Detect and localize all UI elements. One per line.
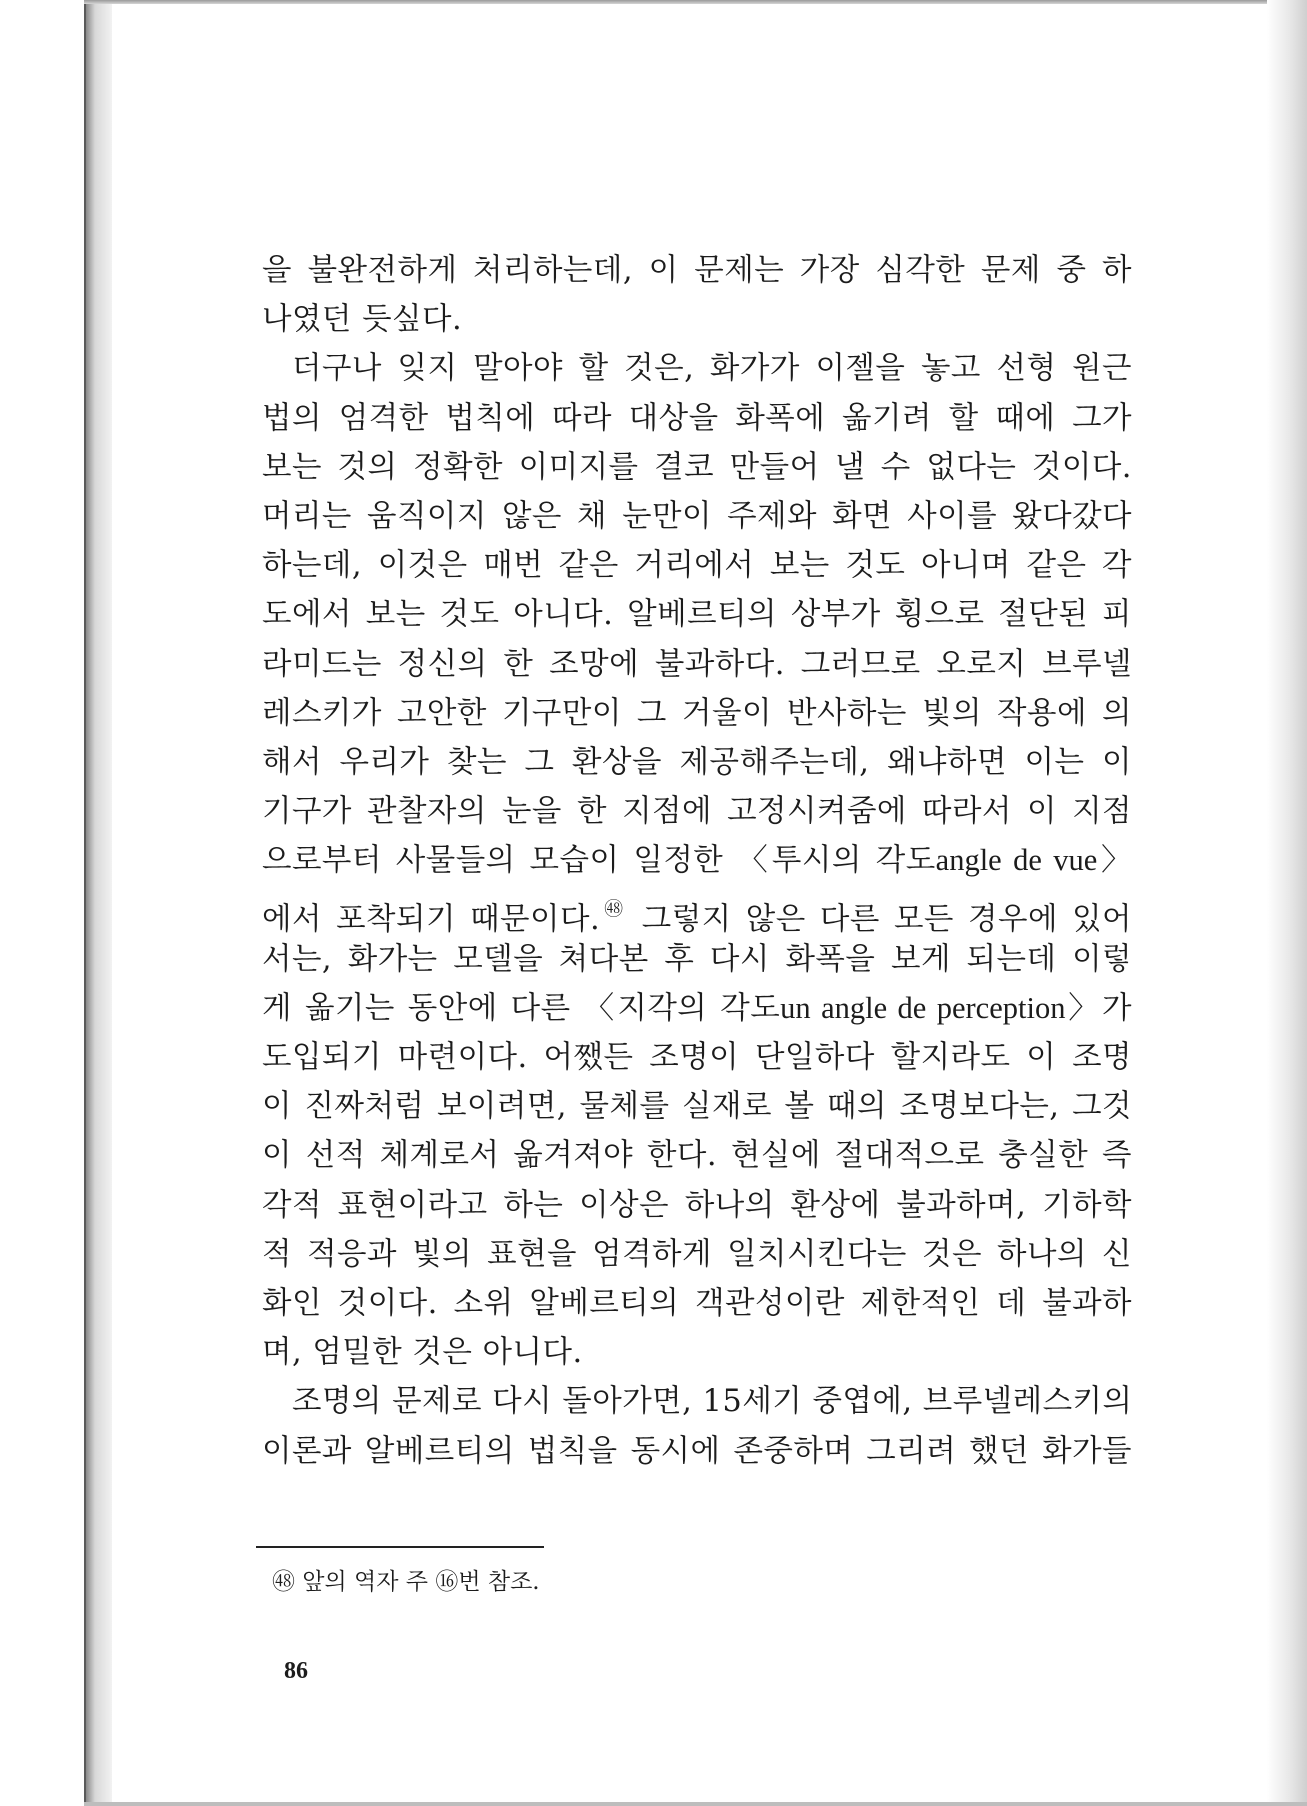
text-line: 조명의 문제로 다시 돌아가면, 15세기 중엽에, 브루넬레스키의 [292, 1384, 1133, 1420]
text-line: 나였던 듯싶다. [262, 302, 463, 338]
book-bottom-edge [84, 1802, 1307, 1806]
text-line: 머리는 움직이지 않은 채 눈만이 주제와 화면 사이를 왔다갔다 [262, 498, 1132, 534]
footnote: ㊽ 앞의 역자 주 ⑯번 참조. [272, 1569, 540, 1595]
text-segment: 그렇지 않은 다른 모든 경우에 있어 [627, 902, 1132, 938]
text-line: 더구나 잊지 말아야 할 것은, 화가가 이젤을 놓고 선형 원근 [292, 351, 1132, 387]
text-line: 해서 우리가 찾는 그 환상을 제공해주는데, 왜냐하면 이는 이 [262, 744, 1132, 780]
text-segment: 으로부터 사물들의 모습이 일정한 〈투시의 각도 [262, 843, 936, 879]
text-line: 보는 것의 정확한 이미지를 결코 만들어 낼 수 없다는 것이다. [262, 449, 1132, 485]
text-segment: 〉가 [1065, 990, 1132, 1026]
page-right-shadow [1267, 0, 1307, 1806]
body-text [262, 246, 1132, 1476]
text-line: 각적 표현이라고 하는 이상은 하나의 환상에 불과하며, 기하학 [262, 1187, 1132, 1223]
text-line [262, 984, 1132, 1033]
text-line: 하는데, 이것은 매번 같은 거리에서 보는 것도 아니며 같은 각 [262, 548, 1132, 584]
text-line: 을 불완전하게 처리하는데, 이 문제는 가장 심각한 문제 중 하 [262, 253, 1132, 288]
text-line: 라미드는 정신의 한 조망에 불과하다. 그러므로 오로지 브루넬 [262, 646, 1132, 682]
text-line: 레스키가 고안한 기구만이 그 거울이 반사하는 빛의 작용에 의 [262, 695, 1132, 731]
text-segment: 게 옮기는 동안에 다른 〈지각의 각도 [262, 990, 781, 1026]
text-line: 도에서 보는 것도 아니다. 알베르티의 상부가 횡으로 절단된 피 [262, 597, 1132, 633]
text-line: 도입되기 마련이다. 어쨌든 조명이 단일하다 할지라도 이 조명 [262, 1040, 1132, 1075]
text-line: 며, 엄밀한 것은 아니다. [262, 1335, 583, 1371]
latin-term: angle de vue [935, 843, 1098, 878]
book-spine-edge [84, 4, 112, 1804]
footnote-divider [256, 1546, 544, 1548]
text-line: 적 적응과 빛의 표현을 엄격하게 일치시킨다는 것은 하나의 신 [262, 1236, 1132, 1272]
text-line: 법의 엄격한 법칙에 따라 대상을 화폭에 옮기려 할 때에 그가 [262, 400, 1132, 436]
footnote-reference: ㊽ [600, 898, 628, 921]
text-line [262, 885, 1132, 938]
latin-term: un angle de perception [780, 990, 1066, 1025]
text-segment: 〉 [1097, 843, 1132, 879]
text-line: 화인 것이다. 소위 알베르티의 객관성이란 제한적인 데 불과하 [262, 1285, 1132, 1321]
page-number: 86 [284, 1658, 308, 1684]
text-line: 이론과 알베르티의 법칙을 동시에 존중하며 그리려 했던 화가들 [262, 1433, 1132, 1469]
text-line [262, 836, 1132, 885]
text-line: 서는, 화가는 모델을 쳐다본 후 다시 화폭을 보게 되는데 이렇 [262, 941, 1132, 977]
text-segment: 에서 포착되기 때문이다. [262, 902, 601, 938]
text-line: 이 진짜처럼 보이려면, 물체를 실재로 볼 때의 조명보다는, 그것 [262, 1089, 1132, 1125]
text-line: 이 선적 체계로서 옮겨져야 한다. 현실에 절대적으로 충실한 즉 [262, 1138, 1132, 1174]
text-line: 기구가 관찰자의 눈을 한 지점에 고정시켜줌에 따라서 이 지점 [262, 794, 1132, 830]
